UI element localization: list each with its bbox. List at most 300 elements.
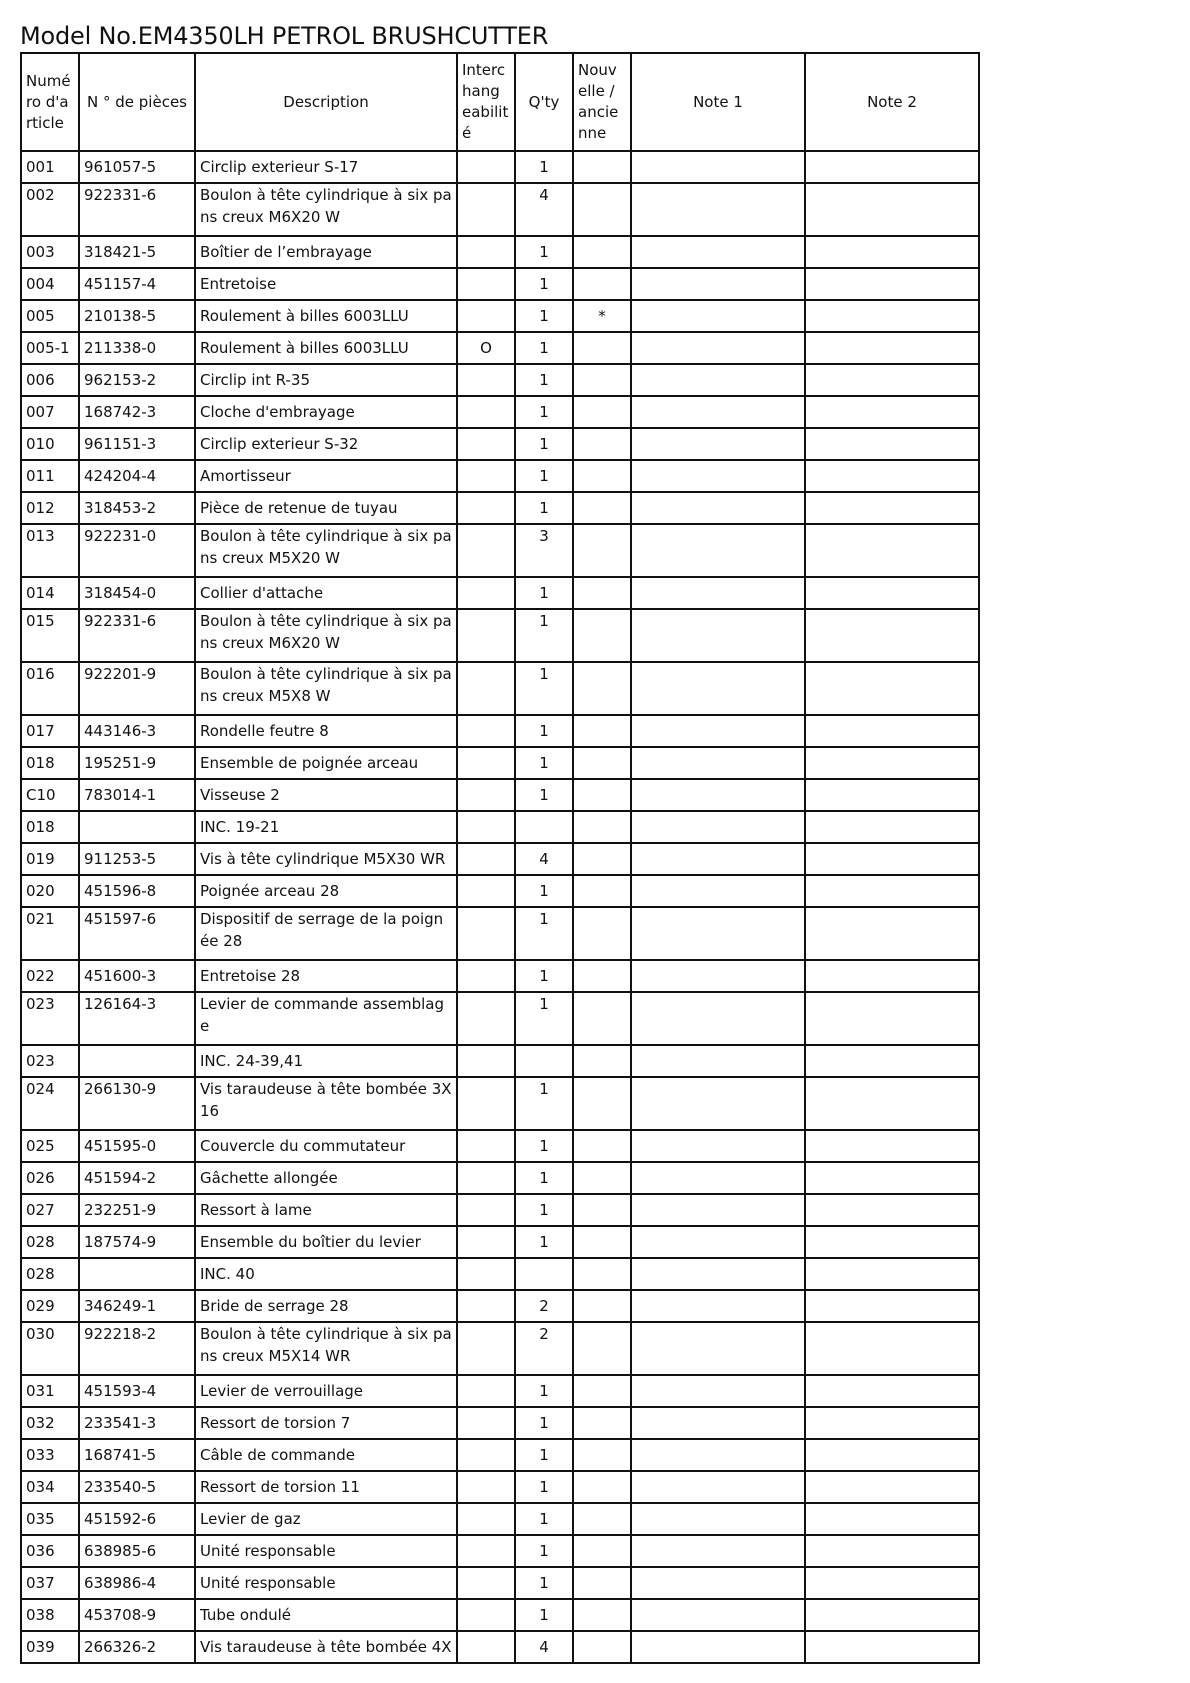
cell-item-number: 024 (21, 1077, 79, 1130)
table-row (21, 992, 979, 1045)
cell-note-2 (805, 811, 979, 843)
cell-item-number: 028 (21, 1226, 79, 1258)
cell-interchangeability (457, 811, 515, 843)
cell-description: Pièce de retenue de tuyau (195, 492, 457, 524)
cell-part-number: 211338-0 (79, 332, 195, 364)
cell-quantity: 1 (515, 747, 573, 779)
cell-note-1 (631, 1407, 805, 1439)
cell-note-1 (631, 151, 805, 183)
cell-quantity: 1 (515, 1471, 573, 1503)
cell-note-2 (805, 1322, 979, 1375)
cell-description: Circlip int R-35 (195, 364, 457, 396)
cell-quantity: 1 (515, 268, 573, 300)
cell-description: Boulon à tête cylindrique à six pans creux M6X20 W (195, 183, 457, 236)
table-row (21, 492, 979, 524)
cell-new-old (573, 1375, 631, 1407)
cell-description: Boulon à tête cylindrique à six pans creux M5X8 W (195, 662, 457, 715)
table-header-row (21, 53, 979, 151)
cell-new-old (573, 1130, 631, 1162)
cell-note-1 (631, 1503, 805, 1535)
cell-new-old (573, 268, 631, 300)
cell-new-old (573, 524, 631, 577)
cell-note-1 (631, 609, 805, 662)
cell-part-number: 451597-6 (79, 907, 195, 960)
cell-item-number: 010 (21, 428, 79, 460)
cell-quantity (515, 1258, 573, 1290)
cell-part-number: 168742-3 (79, 396, 195, 428)
cell-item-number: 030 (21, 1322, 79, 1375)
table-row (21, 577, 979, 609)
table-row (21, 1375, 979, 1407)
cell-new-old (573, 364, 631, 396)
cell-note-1 (631, 1130, 805, 1162)
cell-note-1 (631, 1631, 805, 1663)
cell-part-number: 318421-5 (79, 236, 195, 268)
cell-description: Ressort à lame (195, 1194, 457, 1226)
cell-quantity: 1 (515, 1130, 573, 1162)
table-row (21, 779, 979, 811)
cell-part-number: 922331-6 (79, 609, 195, 662)
cell-item-number: 028 (21, 1258, 79, 1290)
cell-note-1 (631, 396, 805, 428)
cell-note-1 (631, 524, 805, 577)
cell-item-number: 035 (21, 1503, 79, 1535)
cell-note-2 (805, 332, 979, 364)
table-row (21, 1045, 979, 1077)
cell-new-old (573, 492, 631, 524)
cell-part-number (79, 1258, 195, 1290)
cell-description: INC. 19-21 (195, 811, 457, 843)
cell-part-number: 187574-9 (79, 1226, 195, 1258)
table-row (21, 843, 979, 875)
cell-quantity: 4 (515, 1631, 573, 1663)
cell-note-2 (805, 151, 979, 183)
table-row (21, 875, 979, 907)
cell-interchangeability (457, 960, 515, 992)
cell-interchangeability (457, 396, 515, 428)
cell-note-2 (805, 460, 979, 492)
cell-description: Boîtier de l’embrayage (195, 236, 457, 268)
cell-part-number: 961151-3 (79, 428, 195, 460)
table-row (21, 1471, 979, 1503)
cell-part-number: 911253-5 (79, 843, 195, 875)
table-row (21, 1599, 979, 1631)
cell-part-number: 232251-9 (79, 1194, 195, 1226)
table-row (21, 396, 979, 428)
cell-note-1 (631, 715, 805, 747)
cell-new-old (573, 747, 631, 779)
cell-note-2 (805, 183, 979, 236)
cell-new-old (573, 1194, 631, 1226)
col-header-note-1: Note 1 (631, 53, 805, 151)
cell-interchangeability (457, 1439, 515, 1471)
cell-new-old (573, 609, 631, 662)
cell-item-number: 021 (21, 907, 79, 960)
table-row (21, 715, 979, 747)
cell-description: Ressort de torsion 11 (195, 1471, 457, 1503)
cell-new-old (573, 992, 631, 1045)
table-row (21, 1322, 979, 1375)
cell-description: Couvercle du commutateur (195, 1130, 457, 1162)
cell-quantity: 1 (515, 875, 573, 907)
cell-interchangeability (457, 875, 515, 907)
cell-item-number: 032 (21, 1407, 79, 1439)
cell-note-1 (631, 1322, 805, 1375)
cell-interchangeability (457, 268, 515, 300)
cell-note-1 (631, 492, 805, 524)
cell-note-1 (631, 460, 805, 492)
cell-item-number: 001 (21, 151, 79, 183)
cell-new-old (573, 1322, 631, 1375)
cell-description: INC. 40 (195, 1258, 457, 1290)
cell-note-1 (631, 875, 805, 907)
cell-interchangeability (457, 1375, 515, 1407)
cell-new-old (573, 1290, 631, 1322)
cell-note-1 (631, 1599, 805, 1631)
cell-note-2 (805, 524, 979, 577)
cell-note-2 (805, 907, 979, 960)
cell-item-number: 023 (21, 992, 79, 1045)
cell-note-1 (631, 577, 805, 609)
cell-quantity: 1 (515, 1567, 573, 1599)
col-header-interchangeability: Interc hang eabilit é (457, 53, 515, 151)
cell-interchangeability (457, 1045, 515, 1077)
cell-interchangeability (457, 1631, 515, 1663)
cell-quantity: 1 (515, 364, 573, 396)
col-header-note-2: Note 2 (805, 53, 979, 151)
cell-interchangeability (457, 151, 515, 183)
cell-new-old (573, 1631, 631, 1663)
cell-part-number: 962153-2 (79, 364, 195, 396)
table-row (21, 662, 979, 715)
cell-item-number: 031 (21, 1375, 79, 1407)
cell-new-old: * (573, 300, 631, 332)
cell-interchangeability (457, 460, 515, 492)
cell-description: Ensemble de poignée arceau (195, 747, 457, 779)
cell-description: Dispositif de serrage de la poignée 28 (195, 907, 457, 960)
table-row (21, 1567, 979, 1599)
cell-quantity: 1 (515, 715, 573, 747)
cell-interchangeability (457, 577, 515, 609)
cell-interchangeability (457, 1162, 515, 1194)
cell-item-number: 017 (21, 715, 79, 747)
cell-quantity: 3 (515, 524, 573, 577)
cell-note-2 (805, 1599, 979, 1631)
cell-new-old (573, 1162, 631, 1194)
cell-part-number: 451157-4 (79, 268, 195, 300)
table-row (21, 1077, 979, 1130)
cell-description: Vis à tête cylindrique M5X30 WR (195, 843, 457, 875)
cell-item-number: 037 (21, 1567, 79, 1599)
cell-part-number: 318453-2 (79, 492, 195, 524)
cell-note-1 (631, 332, 805, 364)
cell-note-2 (805, 779, 979, 811)
cell-description: Roulement à billes 6003LLU (195, 332, 457, 364)
table-row (21, 460, 979, 492)
cell-interchangeability (457, 779, 515, 811)
table-row (21, 1194, 979, 1226)
cell-description: Entretoise (195, 268, 457, 300)
cell-description: Circlip exterieur S-17 (195, 151, 457, 183)
cell-quantity: 1 (515, 396, 573, 428)
cell-quantity: 1 (515, 300, 573, 332)
table-row (21, 332, 979, 364)
table-row (21, 1258, 979, 1290)
cell-description: Poignée arceau 28 (195, 875, 457, 907)
cell-new-old (573, 1439, 631, 1471)
cell-part-number: 318454-0 (79, 577, 195, 609)
table-row (21, 1439, 979, 1471)
table-row (21, 268, 979, 300)
cell-note-2 (805, 428, 979, 460)
cell-new-old (573, 875, 631, 907)
cell-part-number: 451596-8 (79, 875, 195, 907)
cell-new-old (573, 332, 631, 364)
cell-part-number: 451595-0 (79, 1130, 195, 1162)
cell-item-number: 007 (21, 396, 79, 428)
cell-quantity: 1 (515, 992, 573, 1045)
cell-note-2 (805, 268, 979, 300)
cell-new-old (573, 811, 631, 843)
cell-part-number: 266130-9 (79, 1077, 195, 1130)
cell-item-number: 036 (21, 1535, 79, 1567)
cell-interchangeability (457, 992, 515, 1045)
cell-interchangeability (457, 1130, 515, 1162)
cell-item-number: 005 (21, 300, 79, 332)
cell-interchangeability (457, 1471, 515, 1503)
cell-quantity: 4 (515, 843, 573, 875)
cell-quantity: 1 (515, 1375, 573, 1407)
cell-note-1 (631, 1439, 805, 1471)
cell-quantity: 1 (515, 1407, 573, 1439)
cell-note-1 (631, 364, 805, 396)
cell-interchangeability (457, 1290, 515, 1322)
cell-note-1 (631, 1045, 805, 1077)
cell-note-1 (631, 907, 805, 960)
col-header-new-old: Nouv elle / ancie nne (573, 53, 631, 151)
table-row (21, 151, 979, 183)
cell-quantity: 1 (515, 332, 573, 364)
cell-note-2 (805, 1290, 979, 1322)
cell-description: Rondelle feutre 8 (195, 715, 457, 747)
cell-new-old (573, 907, 631, 960)
cell-interchangeability (457, 428, 515, 460)
cell-note-1 (631, 1290, 805, 1322)
cell-item-number: 022 (21, 960, 79, 992)
cell-quantity: 2 (515, 1290, 573, 1322)
cell-note-2 (805, 492, 979, 524)
cell-description: Levier de gaz (195, 1503, 457, 1535)
cell-part-number: 443146-3 (79, 715, 195, 747)
cell-note-1 (631, 747, 805, 779)
cell-part-number: 922201-9 (79, 662, 195, 715)
cell-item-number: 019 (21, 843, 79, 875)
table-row (21, 1130, 979, 1162)
cell-item-number: 018 (21, 747, 79, 779)
cell-part-number: 451600-3 (79, 960, 195, 992)
cell-part-number: 346249-1 (79, 1290, 195, 1322)
cell-new-old (573, 396, 631, 428)
cell-item-number: 015 (21, 609, 79, 662)
cell-item-number: 016 (21, 662, 79, 715)
cell-note-1 (631, 1077, 805, 1130)
cell-new-old (573, 1258, 631, 1290)
cell-quantity: 1 (515, 1194, 573, 1226)
cell-new-old (573, 1535, 631, 1567)
cell-quantity: 1 (515, 428, 573, 460)
cell-item-number: 039 (21, 1631, 79, 1663)
col-header-item-number: Numé ro d'a rticle (21, 53, 79, 151)
cell-description: Circlip exterieur S-32 (195, 428, 457, 460)
cell-note-1 (631, 428, 805, 460)
cell-note-1 (631, 811, 805, 843)
cell-description: Roulement à billes 6003LLU (195, 300, 457, 332)
cell-part-number: 638985-6 (79, 1535, 195, 1567)
cell-interchangeability (457, 1535, 515, 1567)
cell-new-old (573, 960, 631, 992)
cell-note-2 (805, 1226, 979, 1258)
cell-quantity: 1 (515, 1077, 573, 1130)
cell-item-number: 038 (21, 1599, 79, 1631)
cell-item-number: 011 (21, 460, 79, 492)
cell-note-2 (805, 396, 979, 428)
cell-note-2 (805, 1375, 979, 1407)
cell-item-number: 002 (21, 183, 79, 236)
cell-note-2 (805, 577, 979, 609)
cell-description: Boulon à tête cylindrique à six pans creux M5X20 W (195, 524, 457, 577)
cell-part-number: 233541-3 (79, 1407, 195, 1439)
cell-interchangeability (457, 1567, 515, 1599)
cell-quantity: 1 (515, 460, 573, 492)
table-body (21, 151, 979, 1663)
table-row (21, 183, 979, 236)
cell-new-old (573, 1599, 631, 1631)
cell-note-1 (631, 992, 805, 1045)
cell-interchangeability (457, 662, 515, 715)
cell-description: Ensemble du boîtier du levier (195, 1226, 457, 1258)
cell-item-number: 033 (21, 1439, 79, 1471)
cell-quantity: 1 (515, 1162, 573, 1194)
cell-new-old (573, 428, 631, 460)
cell-description: Levier de commande assemblage (195, 992, 457, 1045)
cell-note-2 (805, 1503, 979, 1535)
cell-part-number: 266326-2 (79, 1631, 195, 1663)
cell-interchangeability (457, 1077, 515, 1130)
cell-part-number: 451593-4 (79, 1375, 195, 1407)
table-row (21, 1226, 979, 1258)
cell-note-2 (805, 1258, 979, 1290)
cell-quantity: 1 (515, 662, 573, 715)
cell-interchangeability (457, 236, 515, 268)
cell-part-number (79, 1045, 195, 1077)
parts-table (20, 52, 980, 1664)
table-row (21, 1162, 979, 1194)
cell-note-1 (631, 1226, 805, 1258)
cell-item-number: 004 (21, 268, 79, 300)
cell-description: Visseuse 2 (195, 779, 457, 811)
table-row (21, 1407, 979, 1439)
cell-note-1 (631, 268, 805, 300)
cell-part-number: 451592-6 (79, 1503, 195, 1535)
cell-description: Collier d'attache (195, 577, 457, 609)
cell-note-2 (805, 1194, 979, 1226)
cell-note-1 (631, 1471, 805, 1503)
cell-note-1 (631, 1567, 805, 1599)
cell-interchangeability (457, 1407, 515, 1439)
cell-note-1 (631, 183, 805, 236)
cell-interchangeability (457, 524, 515, 577)
cell-quantity: 1 (515, 779, 573, 811)
cell-item-number: 013 (21, 524, 79, 577)
cell-part-number: 922231-0 (79, 524, 195, 577)
cell-note-2 (805, 960, 979, 992)
cell-note-1 (631, 960, 805, 992)
cell-item-number: 005-1 (21, 332, 79, 364)
cell-quantity: 4 (515, 183, 573, 236)
table-row (21, 1503, 979, 1535)
cell-note-2 (805, 662, 979, 715)
cell-note-2 (805, 843, 979, 875)
table-row (21, 960, 979, 992)
cell-note-2 (805, 300, 979, 332)
cell-interchangeability (457, 492, 515, 524)
cell-new-old (573, 1503, 631, 1535)
cell-new-old (573, 1045, 631, 1077)
cell-note-2 (805, 1077, 979, 1130)
cell-interchangeability (457, 183, 515, 236)
cell-quantity: 1 (515, 492, 573, 524)
cell-part-number (79, 811, 195, 843)
cell-description: Cloche d'embrayage (195, 396, 457, 428)
cell-quantity: 1 (515, 151, 573, 183)
cell-note-1 (631, 662, 805, 715)
cell-description: Bride de serrage 28 (195, 1290, 457, 1322)
cell-description: Vis taraudeuse à tête bombée 3X16 (195, 1077, 457, 1130)
cell-description: Entretoise 28 (195, 960, 457, 992)
cell-note-2 (805, 747, 979, 779)
cell-note-2 (805, 875, 979, 907)
cell-item-number: 003 (21, 236, 79, 268)
cell-note-2 (805, 1567, 979, 1599)
cell-item-number: 029 (21, 1290, 79, 1322)
col-header-quantity: Q'ty (515, 53, 573, 151)
cell-note-1 (631, 1375, 805, 1407)
cell-note-2 (805, 715, 979, 747)
col-header-description: Description (195, 53, 457, 151)
cell-part-number: 453708-9 (79, 1599, 195, 1631)
cell-new-old (573, 662, 631, 715)
cell-item-number: 020 (21, 875, 79, 907)
cell-description: Boulon à tête cylindrique à six pans creux M5X14 WR (195, 1322, 457, 1375)
page-title: Model No.EM4350LH PETROL BRUSHCUTTER (20, 22, 549, 50)
cell-interchangeability (457, 1226, 515, 1258)
cell-new-old (573, 1407, 631, 1439)
cell-interchangeability (457, 1599, 515, 1631)
cell-interchangeability (457, 907, 515, 960)
cell-description: Ressort de torsion 7 (195, 1407, 457, 1439)
cell-item-number: 018 (21, 811, 79, 843)
cell-quantity (515, 1045, 573, 1077)
cell-description: INC. 24-39,41 (195, 1045, 457, 1077)
cell-item-number: 025 (21, 1130, 79, 1162)
cell-new-old (573, 577, 631, 609)
cell-note-2 (805, 1045, 979, 1077)
cell-note-2 (805, 1130, 979, 1162)
table-row (21, 609, 979, 662)
cell-part-number: 922218-2 (79, 1322, 195, 1375)
table-row (21, 236, 979, 268)
cell-interchangeability (457, 715, 515, 747)
